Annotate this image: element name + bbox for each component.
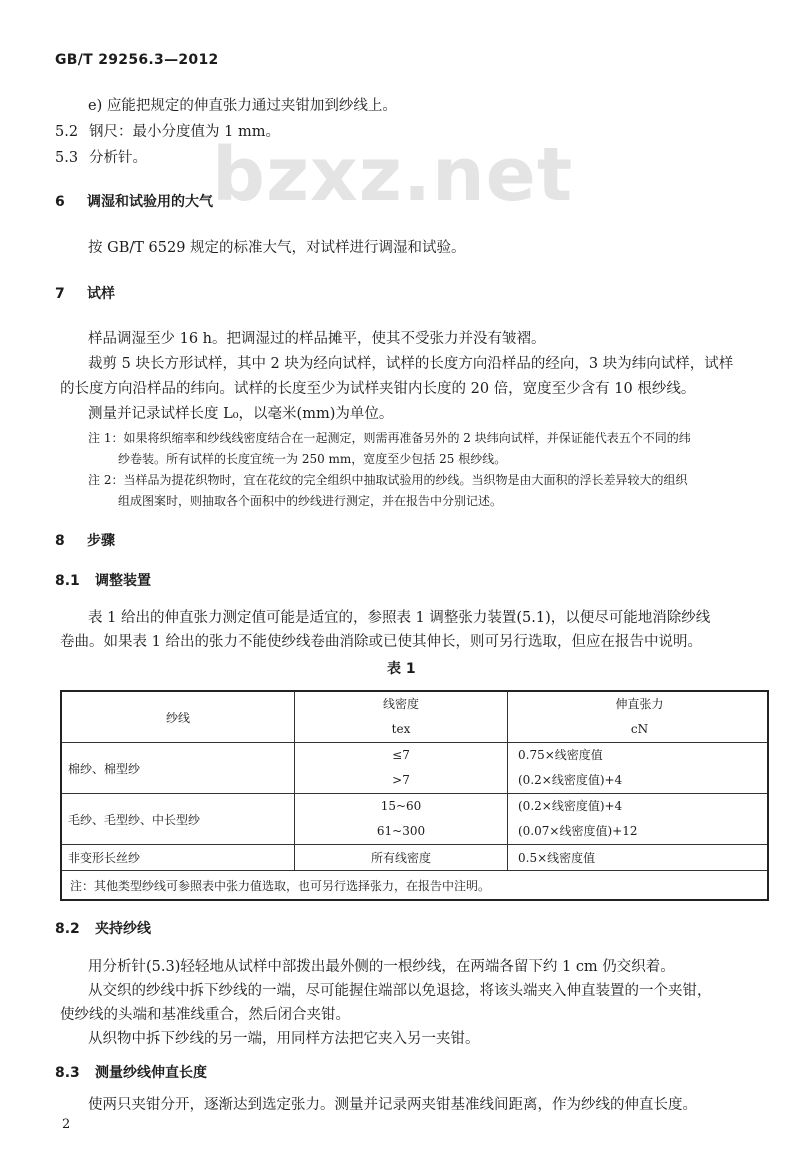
section-title: 调湿和试验用的大气: [87, 194, 213, 210]
tension-cell: [508, 743, 769, 794]
section-title: 步骤: [87, 533, 115, 549]
density-cell: [295, 743, 508, 794]
density-value: 61~300: [376, 824, 426, 838]
section-number: 8.1: [55, 573, 80, 589]
note-2-line2: 组成图案时，则抽取各个面积中的纱线进行测定，并在报告中分别记述。: [118, 494, 503, 508]
density-value: >7: [392, 773, 410, 787]
tension-value: (0.07×线密度值)+12: [518, 824, 638, 838]
standard-header: GB/T 29256.3—2012: [55, 52, 219, 68]
section-6-body: 按 GB/T 6529 规定的标准大气，对试样进行调湿和试验。: [88, 240, 466, 256]
table-row: [61, 743, 768, 794]
density-value: 15~60: [380, 799, 422, 813]
tension-value: (0.2×线密度值)+4: [518, 773, 623, 787]
yarn-type: 棉纱、棉型纱: [61, 743, 295, 794]
section-8-heading: [55, 530, 115, 550]
section-8-2-heading: [55, 918, 151, 938]
note-1-line1: 注 1：如果将织缩率和纱线线密度结合在一起测定，则需再准备另外的 2 块纬向试样，并保证能代表五个不同的纬: [88, 431, 691, 445]
section-title: 试样: [87, 286, 115, 302]
section-8-2-p1: 用分析针(5.3)轻轻地从试样中部拨出最外侧的一根纱线，在两端各留下约 1 cm 仍交织着。: [88, 959, 675, 975]
section-7-p2-line1: 裁剪 5 块长方形试样，其中 2 块为经向试样，试样的长度方向沿样品的经向，3 块为纬向试样，试样: [88, 356, 734, 372]
note-1-line2: 纱卷装。所有试样的长度宜统一为 250 mm，宽度至少包括 25 根纱线。: [118, 452, 507, 466]
header-density-unit: tex: [391, 722, 411, 736]
watermark: bzxz.net: [212, 132, 574, 218]
yarn-type: 非变形长丝纱: [61, 845, 295, 871]
section-8-1-heading: [55, 570, 151, 590]
section-number: 5.2: [55, 124, 79, 140]
section-8-3-p1: 使两只夹钳分开，逐渐达到选定张力。测量并记录两夹钳基准线间距离，作为纱线的伸直长度。: [88, 1097, 697, 1113]
section-7-p3: 测量并记录试样长度 L₀，以毫米(mm)为单位。: [88, 406, 394, 422]
section-title: 测量纱线伸直长度: [95, 1065, 207, 1081]
table-caption: 表 1: [387, 661, 416, 677]
tension-cell: [508, 794, 769, 845]
density-value: ≤7: [392, 748, 410, 762]
yarn-type: 毛纱、毛型纱、中长型纱: [61, 794, 295, 845]
section-7-p1: 样品调湿至少 16 h。把调湿过的样品摊平，使其不受张力并没有皱褶。: [88, 331, 546, 347]
section-6-heading: [55, 191, 213, 211]
section-title: 夹持纱线: [95, 921, 151, 937]
section-8-1-line2: 卷曲。如果表 1 给出的张力不能使纱线卷曲消除或已使其伸长，则可另行选取，但应在报告中说明。: [60, 634, 702, 650]
section-8-2-p2-line1: 从交织的纱线中拆下纱线的一端，尽可能握住端部以免退捻，将该头端夹入伸直装置的一个夹钳，: [88, 983, 712, 999]
header-tension-unit: cN: [630, 722, 649, 736]
section-number: 8.2: [55, 921, 80, 937]
item-e: e) 应能把规定的伸直张力通过夹钳加到纱线上。: [88, 98, 397, 114]
section-7-p2-line2: 的长度方向沿样品的纬向。试样的长度至少为试样夹钳内长度的 20 倍，宽度至少含有 10 根纱线。: [60, 381, 696, 397]
table-note: 注：其他类型纱线可参照表中张力值选取，也可另行选择张力，在报告中注明。: [61, 871, 768, 901]
table-row: [61, 845, 768, 871]
header-tension-name: 伸直张力: [615, 697, 664, 711]
section-8-2-p2-line2: 使纱线的头端和基准线重合，然后闭合夹钳。: [60, 1007, 350, 1023]
section-number: 8: [55, 533, 65, 549]
table-header-row: [61, 691, 768, 743]
section-number: 5.3: [55, 150, 79, 166]
section-text: 分析针。: [89, 150, 147, 166]
section-8-1-line1: 表 1 给出的伸直张力测定值可能是适宜的，参照表 1 调整张力装置(5.1)，以便尽可能地消除纱线: [88, 610, 711, 626]
tension-value: 0.5×线密度值: [508, 845, 769, 871]
section-7-heading: [55, 283, 115, 303]
table-note-row: [61, 871, 768, 901]
section-title: 调整装置: [95, 573, 151, 589]
section-number: 6: [55, 194, 65, 210]
tension-value: (0.2×线密度值)+4: [518, 799, 623, 813]
section-5-3: [55, 146, 147, 167]
section-8-2-p3: 从织物中拆下纱线的另一端，用同样方法把它夹入另一夹钳。: [88, 1031, 480, 1047]
note-2-line1: 注 2：当样品为提花织物时，宜在花纹的完全组织中抽取试验用的纱线。当织物是由大面积的浮长差异较大的组织: [88, 473, 688, 487]
table-1: [60, 690, 769, 901]
header-density-name: 线密度: [382, 697, 419, 711]
density-value: 所有线密度: [295, 845, 508, 871]
header-density: [295, 691, 508, 743]
section-text: 钢尺：最小分度值为 1 mm。: [89, 124, 280, 140]
density-cell: [295, 794, 508, 845]
tension-value: 0.75×线密度值: [518, 748, 603, 762]
table-row: [61, 794, 768, 845]
section-number: 8.3: [55, 1065, 80, 1081]
header-yarn: 纱线: [61, 691, 295, 743]
section-5-2: [55, 120, 280, 141]
section-number: 7: [55, 286, 65, 302]
page-number: 2: [62, 1117, 71, 1132]
header-tension: [508, 691, 769, 743]
section-8-3-heading: [55, 1062, 207, 1082]
